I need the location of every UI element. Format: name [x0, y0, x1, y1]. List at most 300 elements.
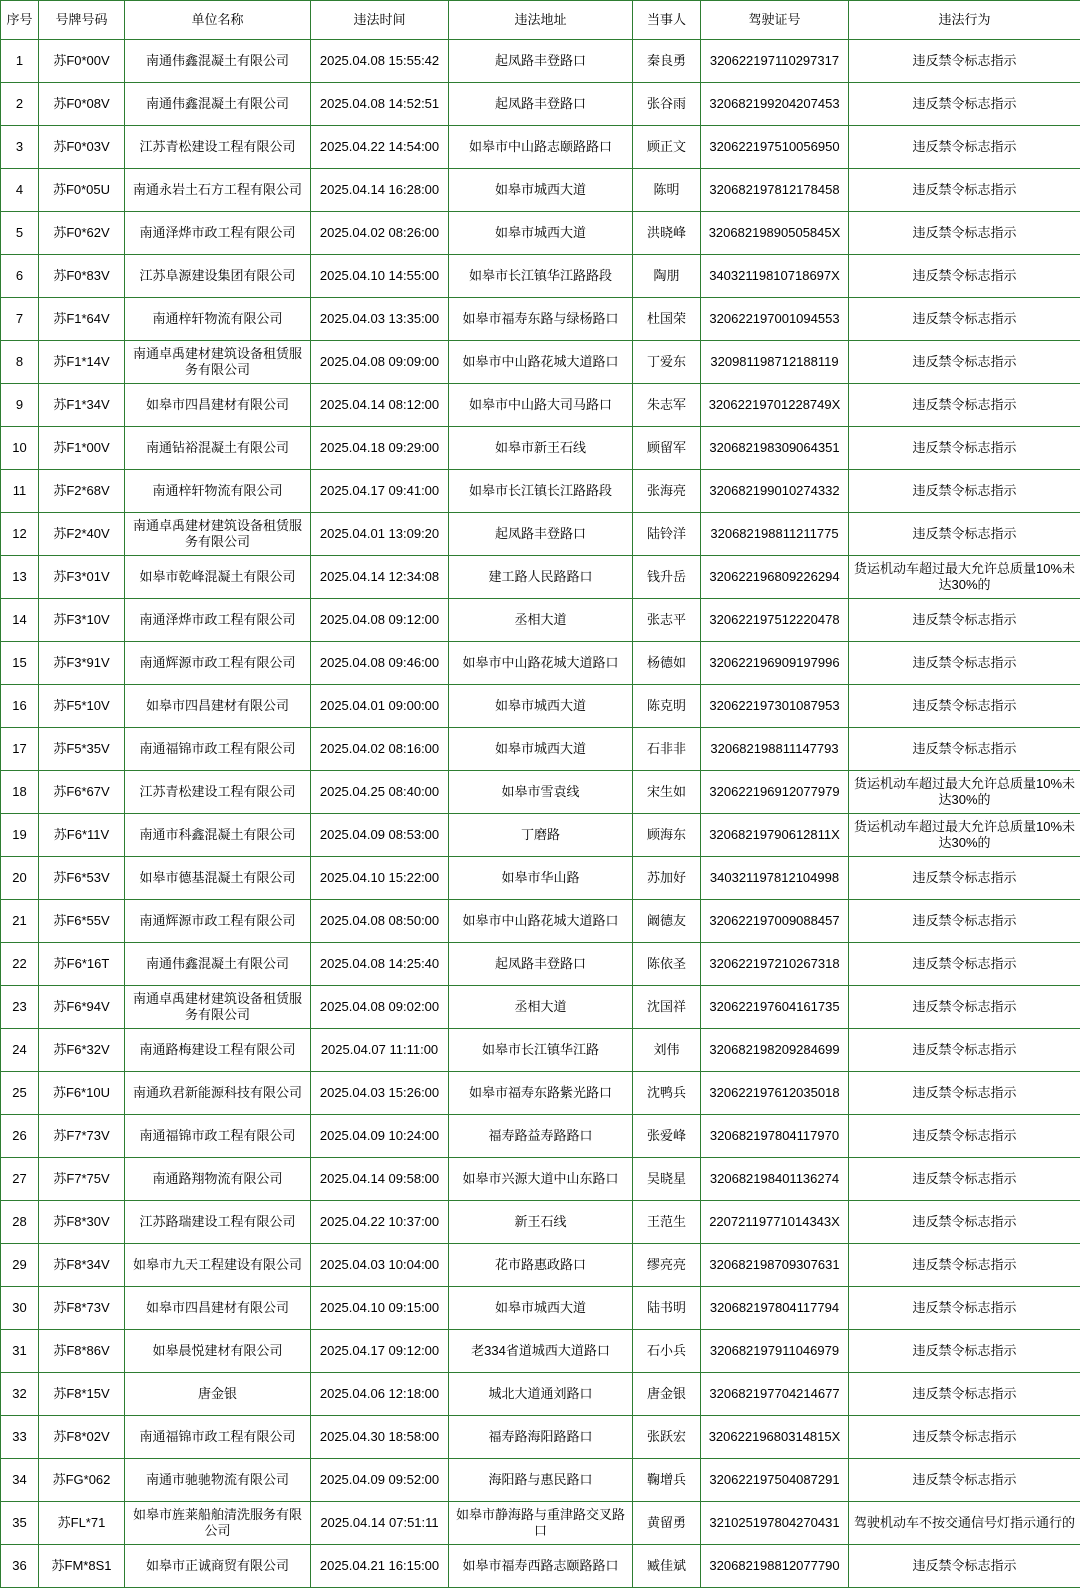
cell-address: 如皋市长江镇华江路 — [449, 1029, 633, 1072]
cell-index: 15 — [1, 642, 39, 685]
cell-behavior: 违反禁令标志指示 — [849, 1115, 1080, 1158]
cell-plate: 苏FM*8S1 — [39, 1545, 125, 1588]
cell-behavior: 违反禁令标志指示 — [849, 1072, 1080, 1115]
cell-address: 起凤路丰登路口 — [449, 943, 633, 986]
cell-behavior: 违反禁令标志指示 — [849, 384, 1080, 427]
cell-index: 16 — [1, 685, 39, 728]
cell-unit: 南通卓禹建材建筑设备租赁服务有限公司 — [125, 341, 311, 384]
cell-plate: 苏F1*00V — [39, 427, 125, 470]
cell-party: 陈依圣 — [633, 943, 701, 986]
cell-behavior: 违反禁令标志指示 — [849, 212, 1080, 255]
cell-plate: 苏F2*68V — [39, 470, 125, 513]
table-row — [1, 212, 1080, 255]
cell-unit: 南通梓轩物流有限公司 — [125, 470, 311, 513]
cell-plate: 苏F8*15V — [39, 1373, 125, 1416]
cell-unit: 江苏青松建设工程有限公司 — [125, 126, 311, 169]
cell-unit: 南通路翔物流有限公司 — [125, 1158, 311, 1201]
cell-behavior: 违反禁令标志指示 — [849, 470, 1080, 513]
cell-address: 如皋市静海路与重津路交叉路口 — [449, 1502, 633, 1545]
cell-time: 2025.04.07 11:11:00 — [311, 1029, 449, 1072]
cell-index: 10 — [1, 427, 39, 470]
cell-index: 18 — [1, 771, 39, 814]
cell-index: 34 — [1, 1459, 39, 1502]
cell-plate: 苏F5*10V — [39, 685, 125, 728]
cell-unit: 如皋市乾峰混凝土有限公司 — [125, 556, 311, 599]
cell-party: 缪亮亮 — [633, 1244, 701, 1287]
cell-time: 2025.04.25 08:40:00 — [311, 771, 449, 814]
cell-address: 如皋市雪袁线 — [449, 771, 633, 814]
cell-address: 如皋市城西大道 — [449, 212, 633, 255]
cell-address: 丞相大道 — [449, 599, 633, 642]
cell-plate: 苏F3*10V — [39, 599, 125, 642]
cell-plate: 苏F1*14V — [39, 341, 125, 384]
cell-license: 320682197911046979 — [701, 1330, 849, 1373]
cell-license: 320622197604161735 — [701, 986, 849, 1029]
cell-license: 320622197301087953 — [701, 685, 849, 728]
cell-party: 陆铃洋 — [633, 513, 701, 556]
cell-time: 2025.04.02 08:26:00 — [311, 212, 449, 255]
table-row — [1, 427, 1080, 470]
cell-party: 陶朋 — [633, 255, 701, 298]
cell-behavior: 违反禁令标志指示 — [849, 1201, 1080, 1244]
cell-license: 320682197804117970 — [701, 1115, 849, 1158]
table-row — [1, 1158, 1080, 1201]
cell-license: 321025197804270431 — [701, 1502, 849, 1545]
table-row — [1, 771, 1080, 814]
cell-time: 2025.04.22 14:54:00 — [311, 126, 449, 169]
cell-address: 如皋市长江镇华江路路段 — [449, 255, 633, 298]
cell-behavior: 违反禁令标志指示 — [849, 1330, 1080, 1373]
cell-address: 如皋市中山路花城大道路口 — [449, 642, 633, 685]
cell-index: 32 — [1, 1373, 39, 1416]
cell-address: 福寿路海阳路路口 — [449, 1416, 633, 1459]
cell-party: 陈克明 — [633, 685, 701, 728]
cell-license: 320622196909197996 — [701, 642, 849, 685]
table-row — [1, 599, 1080, 642]
cell-behavior: 违反禁令标志指示 — [849, 169, 1080, 212]
cell-plate: 苏F3*91V — [39, 642, 125, 685]
table-row — [1, 900, 1080, 943]
table-row — [1, 1201, 1080, 1244]
cell-party: 秦良勇 — [633, 40, 701, 83]
table-row — [1, 384, 1080, 427]
cell-party: 吴晓星 — [633, 1158, 701, 1201]
cell-license: 34032119810718697X — [701, 255, 849, 298]
cell-behavior: 违反禁令标志指示 — [849, 900, 1080, 943]
table-row — [1, 83, 1080, 126]
table-row — [1, 1459, 1080, 1502]
cell-index: 12 — [1, 513, 39, 556]
table-row — [1, 814, 1080, 857]
column-header-unit: 单位名称 — [125, 1, 311, 40]
cell-behavior: 违反禁令标志指示 — [849, 599, 1080, 642]
cell-time: 2025.04.17 09:12:00 — [311, 1330, 449, 1373]
cell-party: 鞠增兵 — [633, 1459, 701, 1502]
cell-behavior: 违反禁令标志指示 — [849, 1416, 1080, 1459]
cell-address: 起凤路丰登路口 — [449, 40, 633, 83]
cell-plate: 苏F0*00V — [39, 40, 125, 83]
cell-license: 320622197001094553 — [701, 298, 849, 341]
cell-address: 起凤路丰登路口 — [449, 513, 633, 556]
cell-time: 2025.04.03 15:26:00 — [311, 1072, 449, 1115]
cell-party: 张海亮 — [633, 470, 701, 513]
cell-behavior: 违反禁令标志指示 — [849, 1373, 1080, 1416]
cell-unit: 南通伟鑫混凝土有限公司 — [125, 943, 311, 986]
cell-behavior: 违反禁令标志指示 — [849, 986, 1080, 1029]
cell-plate: 苏F6*67V — [39, 771, 125, 814]
cell-unit: 唐金银 — [125, 1373, 311, 1416]
cell-time: 2025.04.08 08:50:00 — [311, 900, 449, 943]
cell-unit: 南通卓禹建材建筑设备租赁服务有限公司 — [125, 513, 311, 556]
cell-party: 沈鸭兵 — [633, 1072, 701, 1115]
cell-party: 杨德如 — [633, 642, 701, 685]
cell-party: 钱升岳 — [633, 556, 701, 599]
cell-license: 340321197812104998 — [701, 857, 849, 900]
cell-address: 如皋市城西大道 — [449, 169, 633, 212]
cell-time: 2025.04.02 08:16:00 — [311, 728, 449, 771]
column-header-address: 违法地址 — [449, 1, 633, 40]
cell-time: 2025.04.08 09:12:00 — [311, 599, 449, 642]
cell-plate: 苏F5*35V — [39, 728, 125, 771]
cell-index: 11 — [1, 470, 39, 513]
cell-plate: 苏F6*55V — [39, 900, 125, 943]
cell-unit: 如皋市正诚商贸有限公司 — [125, 1545, 311, 1588]
cell-index: 20 — [1, 857, 39, 900]
cell-plate: 苏F8*30V — [39, 1201, 125, 1244]
table-row — [1, 341, 1080, 384]
cell-party: 石非非 — [633, 728, 701, 771]
cell-behavior: 违反禁令标志指示 — [849, 1545, 1080, 1588]
cell-index: 29 — [1, 1244, 39, 1287]
table-row — [1, 685, 1080, 728]
cell-behavior: 违反禁令标志指示 — [849, 685, 1080, 728]
table-row — [1, 728, 1080, 771]
cell-plate: 苏FG*062 — [39, 1459, 125, 1502]
cell-time: 2025.04.09 10:24:00 — [311, 1115, 449, 1158]
cell-party: 陈明 — [633, 169, 701, 212]
cell-address: 如皋市中山路志颐路路口 — [449, 126, 633, 169]
cell-index: 33 — [1, 1416, 39, 1459]
cell-plate: 苏F6*11V — [39, 814, 125, 857]
cell-time: 2025.04.01 09:00:00 — [311, 685, 449, 728]
table-row — [1, 556, 1080, 599]
cell-license: 320622197510056950 — [701, 126, 849, 169]
cell-unit: 南通辉源市政工程有限公司 — [125, 642, 311, 685]
column-header-behavior: 违法行为 — [849, 1, 1080, 40]
cell-license: 320682198309064351 — [701, 427, 849, 470]
cell-plate: 苏F6*16T — [39, 943, 125, 986]
cell-license: 320622197210267318 — [701, 943, 849, 986]
cell-index: 35 — [1, 1502, 39, 1545]
cell-plate: 苏F6*94V — [39, 986, 125, 1029]
cell-time: 2025.04.01 13:09:20 — [311, 513, 449, 556]
cell-index: 36 — [1, 1545, 39, 1588]
cell-address: 如皋市福寿东路与绿杨路口 — [449, 298, 633, 341]
column-header-plate: 号牌号码 — [39, 1, 125, 40]
cell-behavior: 违反禁令标志指示 — [849, 728, 1080, 771]
cell-unit: 南通泽烨市政工程有限公司 — [125, 212, 311, 255]
table-row — [1, 642, 1080, 685]
cell-license: 22072119771014343X — [701, 1201, 849, 1244]
table-row — [1, 470, 1080, 513]
cell-address: 如皋市新王石线 — [449, 427, 633, 470]
cell-behavior: 违反禁令标志指示 — [849, 513, 1080, 556]
cell-license: 32068219890505845X — [701, 212, 849, 255]
cell-plate: 苏F0*62V — [39, 212, 125, 255]
cell-plate: 苏F6*53V — [39, 857, 125, 900]
cell-license: 320622196912077979 — [701, 771, 849, 814]
cell-plate: 苏FL*71 — [39, 1502, 125, 1545]
table-row — [1, 1287, 1080, 1330]
cell-time: 2025.04.22 10:37:00 — [311, 1201, 449, 1244]
table-header-row — [1, 1, 1080, 40]
cell-plate: 苏F7*75V — [39, 1158, 125, 1201]
cell-license: 320981198712188119 — [701, 341, 849, 384]
cell-index: 9 — [1, 384, 39, 427]
cell-unit: 南通市科鑫混凝土有限公司 — [125, 814, 311, 857]
cell-time: 2025.04.08 15:55:42 — [311, 40, 449, 83]
cell-unit: 南通福锦市政工程有限公司 — [125, 1416, 311, 1459]
column-header-license: 驾驶证号 — [701, 1, 849, 40]
cell-time: 2025.04.14 12:34:08 — [311, 556, 449, 599]
cell-time: 2025.04.17 09:41:00 — [311, 470, 449, 513]
cell-index: 6 — [1, 255, 39, 298]
cell-index: 31 — [1, 1330, 39, 1373]
cell-address: 花市路惠政路口 — [449, 1244, 633, 1287]
cell-behavior: 违反禁令标志指示 — [849, 83, 1080, 126]
cell-address: 丁磨路 — [449, 814, 633, 857]
cell-party: 沈国祥 — [633, 986, 701, 1029]
cell-plate: 苏F0*08V — [39, 83, 125, 126]
cell-party: 张志平 — [633, 599, 701, 642]
cell-index: 13 — [1, 556, 39, 599]
cell-index: 28 — [1, 1201, 39, 1244]
cell-plate: 苏F2*40V — [39, 513, 125, 556]
cell-party: 顾海东 — [633, 814, 701, 857]
cell-address: 新王石线 — [449, 1201, 633, 1244]
cell-unit: 南通钻裕混凝土有限公司 — [125, 427, 311, 470]
cell-party: 张爱峰 — [633, 1115, 701, 1158]
cell-address: 如皋市中山路大司马路口 — [449, 384, 633, 427]
cell-behavior: 违反禁令标志指示 — [849, 1287, 1080, 1330]
cell-index: 2 — [1, 83, 39, 126]
table-row — [1, 943, 1080, 986]
cell-behavior: 违反禁令标志指示 — [849, 642, 1080, 685]
cell-plate: 苏F8*34V — [39, 1244, 125, 1287]
cell-unit: 如皋市四昌建材有限公司 — [125, 1287, 311, 1330]
cell-unit: 如皋市旌莱船舶清洗服务有限公司 — [125, 1502, 311, 1545]
cell-behavior: 违反禁令标志指示 — [849, 40, 1080, 83]
cell-time: 2025.04.08 09:02:00 — [311, 986, 449, 1029]
cell-address: 如皋市长江镇长江路路段 — [449, 470, 633, 513]
cell-index: 1 — [1, 40, 39, 83]
cell-index: 19 — [1, 814, 39, 857]
cell-unit: 如皋晨悦建材有限公司 — [125, 1330, 311, 1373]
cell-address: 海阳路与惠民路口 — [449, 1459, 633, 1502]
cell-behavior: 货运机动车超过最大允许总质量10%未达30%的 — [849, 556, 1080, 599]
cell-address: 如皋市城西大道 — [449, 1287, 633, 1330]
cell-license: 320682198401136274 — [701, 1158, 849, 1201]
cell-behavior: 违反禁令标志指示 — [849, 1158, 1080, 1201]
cell-index: 27 — [1, 1158, 39, 1201]
cell-time: 2025.04.09 09:52:00 — [311, 1459, 449, 1502]
cell-behavior: 货运机动车超过最大允许总质量10%未达30%的 — [849, 814, 1080, 857]
cell-time: 2025.04.10 15:22:00 — [311, 857, 449, 900]
table-row — [1, 1072, 1080, 1115]
cell-time: 2025.04.03 13:35:00 — [311, 298, 449, 341]
cell-address: 如皋市城西大道 — [449, 728, 633, 771]
cell-time: 2025.04.21 16:15:00 — [311, 1545, 449, 1588]
cell-behavior: 违反禁令标志指示 — [849, 427, 1080, 470]
cell-index: 24 — [1, 1029, 39, 1072]
cell-party: 顾正文 — [633, 126, 701, 169]
cell-time: 2025.04.08 14:52:51 — [311, 83, 449, 126]
cell-time: 2025.04.10 09:15:00 — [311, 1287, 449, 1330]
cell-party: 朱志军 — [633, 384, 701, 427]
cell-time: 2025.04.03 10:04:00 — [311, 1244, 449, 1287]
cell-index: 23 — [1, 986, 39, 1029]
cell-behavior: 违反禁令标志指示 — [849, 943, 1080, 986]
cell-party: 陆书明 — [633, 1287, 701, 1330]
cell-behavior: 违反禁令标志指示 — [849, 1029, 1080, 1072]
cell-behavior: 违反禁令标志指示 — [849, 255, 1080, 298]
cell-address: 如皋市华山路 — [449, 857, 633, 900]
cell-license: 320622197009088457 — [701, 900, 849, 943]
cell-plate: 苏F0*83V — [39, 255, 125, 298]
cell-license: 320622196809226294 — [701, 556, 849, 599]
cell-license: 320622197504087291 — [701, 1459, 849, 1502]
table-row — [1, 255, 1080, 298]
cell-time: 2025.04.14 16:28:00 — [311, 169, 449, 212]
cell-index: 25 — [1, 1072, 39, 1115]
cell-behavior: 违反禁令标志指示 — [849, 341, 1080, 384]
cell-license: 320682198709307631 — [701, 1244, 849, 1287]
cell-party: 杜国荣 — [633, 298, 701, 341]
cell-unit: 南通伟鑫混凝土有限公司 — [125, 83, 311, 126]
cell-license: 32062219701228749X — [701, 384, 849, 427]
cell-index: 17 — [1, 728, 39, 771]
cell-index: 26 — [1, 1115, 39, 1158]
table-row — [1, 298, 1080, 341]
cell-license: 320682199204207453 — [701, 83, 849, 126]
cell-index: 4 — [1, 169, 39, 212]
cell-unit: 如皋市四昌建材有限公司 — [125, 685, 311, 728]
cell-unit: 南通辉源市政工程有限公司 — [125, 900, 311, 943]
cell-time: 2025.04.10 14:55:00 — [311, 255, 449, 298]
cell-party: 顾留军 — [633, 427, 701, 470]
cell-unit: 南通福锦市政工程有限公司 — [125, 728, 311, 771]
cell-license: 320682197812178458 — [701, 169, 849, 212]
cell-behavior: 违反禁令标志指示 — [849, 1244, 1080, 1287]
cell-behavior: 违反禁令标志指示 — [849, 298, 1080, 341]
cell-license: 320682199010274332 — [701, 470, 849, 513]
cell-party: 苏加好 — [633, 857, 701, 900]
table-row — [1, 1373, 1080, 1416]
column-header-time: 违法时间 — [311, 1, 449, 40]
cell-address: 建工路人民路路口 — [449, 556, 633, 599]
cell-unit: 南通市驰驰物流有限公司 — [125, 1459, 311, 1502]
cell-unit: 南通泽烨市政工程有限公司 — [125, 599, 311, 642]
cell-unit: 南通伟鑫混凝土有限公司 — [125, 40, 311, 83]
cell-party: 王范生 — [633, 1201, 701, 1244]
cell-address: 如皋市中山路花城大道路口 — [449, 341, 633, 384]
cell-time: 2025.04.09 08:53:00 — [311, 814, 449, 857]
cell-unit: 南通玖君新能源科技有限公司 — [125, 1072, 311, 1115]
cell-plate: 苏F6*10U — [39, 1072, 125, 1115]
column-header-index: 序号 — [1, 1, 39, 40]
cell-license: 320682197704214677 — [701, 1373, 849, 1416]
cell-license: 320622197512220478 — [701, 599, 849, 642]
table-row — [1, 1115, 1080, 1158]
cell-party: 刘伟 — [633, 1029, 701, 1072]
cell-index: 14 — [1, 599, 39, 642]
cell-address: 老334省道城西大道路口 — [449, 1330, 633, 1373]
cell-party: 黄留勇 — [633, 1502, 701, 1545]
cell-time: 2025.04.14 09:58:00 — [311, 1158, 449, 1201]
table-row — [1, 857, 1080, 900]
cell-unit: 江苏青松建设工程有限公司 — [125, 771, 311, 814]
cell-behavior: 违反禁令标志指示 — [849, 857, 1080, 900]
cell-license: 320682198811211775 — [701, 513, 849, 556]
cell-unit: 南通梓轩物流有限公司 — [125, 298, 311, 341]
cell-time: 2025.04.30 18:58:00 — [311, 1416, 449, 1459]
cell-license: 320622197110297317 — [701, 40, 849, 83]
column-header-party: 当事人 — [633, 1, 701, 40]
cell-unit: 南通永岩土石方工程有限公司 — [125, 169, 311, 212]
table-row — [1, 986, 1080, 1029]
cell-plate: 苏F8*73V — [39, 1287, 125, 1330]
table-row — [1, 1029, 1080, 1072]
cell-license: 320682198812077790 — [701, 1545, 849, 1588]
cell-party: 石小兵 — [633, 1330, 701, 1373]
table-row — [1, 1330, 1080, 1373]
cell-address: 如皋市福寿西路志颐路路口 — [449, 1545, 633, 1588]
cell-time: 2025.04.08 09:46:00 — [311, 642, 449, 685]
cell-plate: 苏F3*01V — [39, 556, 125, 599]
cell-plate: 苏F7*73V — [39, 1115, 125, 1158]
cell-unit: 如皋市德基混凝土有限公司 — [125, 857, 311, 900]
cell-address: 如皋市城西大道 — [449, 685, 633, 728]
table-row — [1, 1545, 1080, 1588]
cell-index: 3 — [1, 126, 39, 169]
cell-license: 320622197612035018 — [701, 1072, 849, 1115]
cell-address: 如皋市兴源大道中山东路口 — [449, 1158, 633, 1201]
cell-address: 如皋市中山路花城大道路口 — [449, 900, 633, 943]
cell-address: 福寿路益寿路路口 — [449, 1115, 633, 1158]
cell-time: 2025.04.18 09:29:00 — [311, 427, 449, 470]
cell-unit: 南通路梅建设工程有限公司 — [125, 1029, 311, 1072]
cell-party: 丁爱东 — [633, 341, 701, 384]
cell-unit: 如皋市九天工程建设有限公司 — [125, 1244, 311, 1287]
cell-time: 2025.04.08 14:25:40 — [311, 943, 449, 986]
cell-unit: 南通福锦市政工程有限公司 — [125, 1115, 311, 1158]
cell-address: 城北大道通刘路口 — [449, 1373, 633, 1416]
table-row — [1, 169, 1080, 212]
table-row — [1, 513, 1080, 556]
cell-time: 2025.04.08 09:09:00 — [311, 341, 449, 384]
cell-index: 5 — [1, 212, 39, 255]
table-row — [1, 1244, 1080, 1287]
cell-party: 臧佳斌 — [633, 1545, 701, 1588]
cell-time: 2025.04.14 07:51:11 — [311, 1502, 449, 1545]
cell-plate: 苏F1*64V — [39, 298, 125, 341]
table-row — [1, 1416, 1080, 1459]
cell-index: 30 — [1, 1287, 39, 1330]
cell-index: 22 — [1, 943, 39, 986]
cell-index: 8 — [1, 341, 39, 384]
cell-license: 320682197804117794 — [701, 1287, 849, 1330]
cell-behavior: 货运机动车超过最大允许总质量10%未达30%的 — [849, 771, 1080, 814]
